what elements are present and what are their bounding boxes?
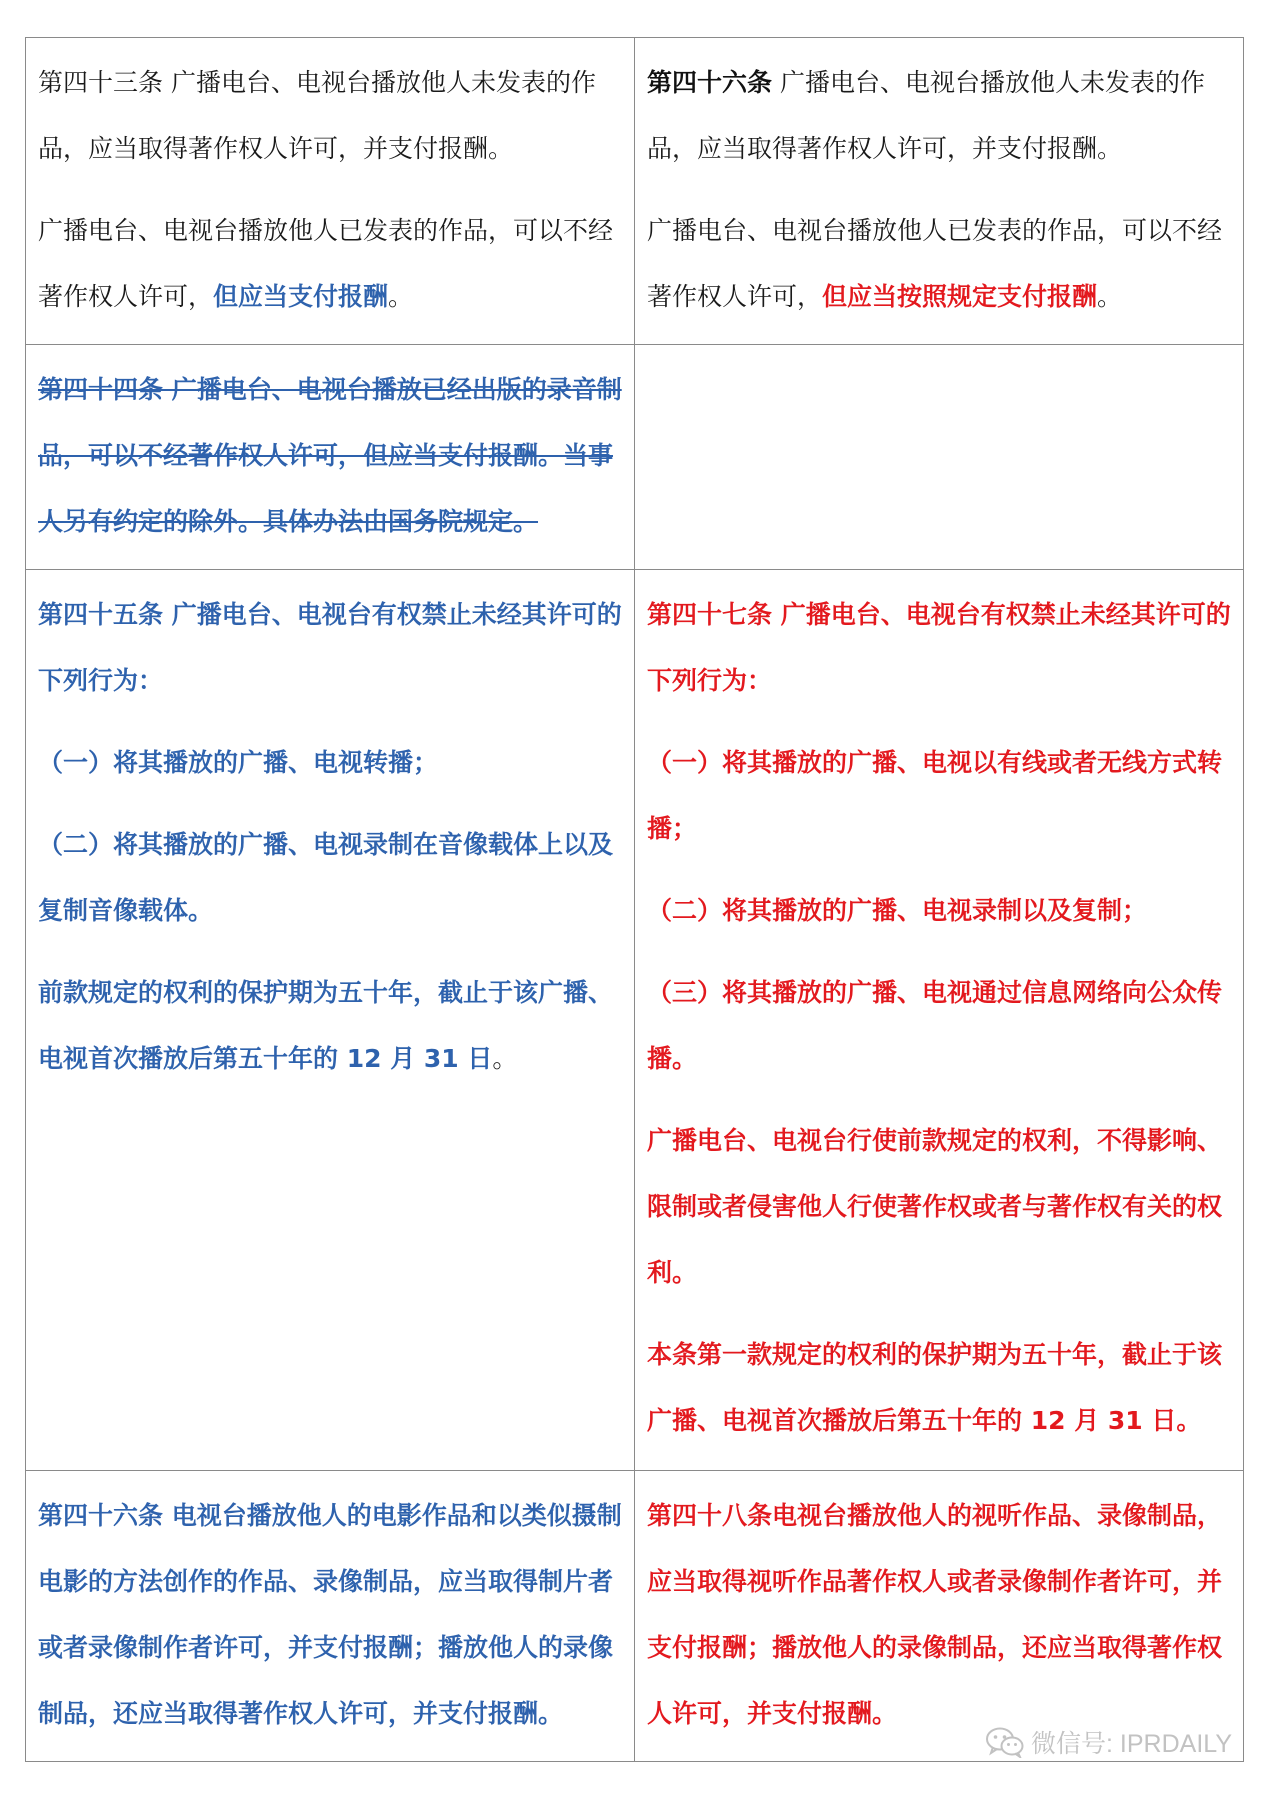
empty-cell [635,345,1244,570]
table-row [26,1471,1244,1762]
old-article-45-para-3: （二）将其播放的广播、电视录制在音像载体上以及复制音像载体。 [38,830,614,925]
new-article-47-para-2: （一）将其播放的广播、电视以有线或者无线方式转播； [647,748,1223,843]
old-article-45-para-2: （一）将其播放的广播、电视转播； [38,748,439,777]
watermark [985,1724,1232,1760]
old-article-43-para-2 [38,198,624,330]
old-article-43-cell [26,38,635,345]
old-article-45-para-4-text: 前款规定的权利的保护期为五十年，截止于该广播、电视首次播放后第五十年的 12 月 31 日 [38,978,614,1073]
table-row [26,38,1244,345]
new-article-47-para-1: 第四十七条 广播电台、电视台有权禁止未经其许可的下列行为： [647,600,1231,695]
new-article-47-cell [635,570,1244,1471]
new-article-46-para-2-text: 广播电台、电视台播放他人已发表的作品，可以不经著作权人许可， [647,216,1223,311]
new-article-48-cell [635,1471,1244,1762]
new-article-46-para-1 [647,50,1233,182]
table-row [26,570,1244,1471]
new-article-47-para-4: （三）将其播放的广播、电视通过信息网络向公众传播。 [647,978,1223,1073]
old-article-43-para-2-text: 广播电台、电视台播放他人已发表的作品，可以不经著作权人许可， [38,216,614,311]
wechat-icon [985,1726,1025,1758]
new-article-47-para-3: （二）将其播放的广播、电视录制以及复制； [647,896,1148,925]
old-article-44-cell [26,345,635,570]
old-article-43-para-2-end: 。 [388,282,414,311]
old-article-45-para-1: 第四十五条 广播电台、电视台有权禁止未经其许可的下列行为： [38,600,622,695]
table-row [26,345,1244,570]
comparison-table [25,37,1244,1762]
new-article-46-para-2 [647,198,1233,330]
new-article-46-heading: 第四十六条 [647,68,773,97]
old-article-45-para-4-end: 。 [492,1044,518,1073]
old-article-46-para-1: 第四十六条 电视台播放他人的电影作品和以类似摄制电影的方法创作的作品、录像制品，应当取得制片者或者录像制作者许可，并支付报酬；播放他人的录像制品，还应当取得著作权人许可，并支付报酬。 [38,1501,622,1728]
old-article-43-para-1: 第四十三条 广播电台、电视台播放他人未发表的作品，应当取得著作权人许可，并支付报酬。 [38,68,596,163]
new-article-46-cell [635,38,1244,345]
new-article-48-para-1: 第四十八条电视台播放他人的视听作品、录像制品，应当取得视听作品著作权人或者录像制作者许可，并支付报酬；播放他人的录像制品，还应当取得著作权人许可，并支付报酬。 [647,1501,1223,1728]
new-article-47-para-5: 广播电台、电视台行使前款规定的权利，不得影响、限制或者侵害他人行使著作权或者与著作权有关的权利。 [647,1126,1223,1287]
new-article-46-para-1-body: 广播电台、电视台播放他人未发表的作品，应当取得著作权人许可，并支付报酬。 [647,68,1205,163]
watermark-text: 微信号: IPRDAILY [1031,1730,1232,1758]
old-article-46-cell [26,1471,635,1762]
old-article-45-para-4 [38,960,624,1092]
new-article-46-emphasis: 但应当按照规定支付报酬 [822,282,1098,311]
old-article-43-emphasis: 但应当支付报酬 [213,282,389,311]
new-article-46-para-2-end: 。 [1097,282,1123,311]
old-article-45-cell [26,570,635,1471]
old-article-44-deleted-text: 第四十四条 广播电台、电视台播放已经出版的录音制品，可以不经著作权人许可，但应当支付报酬。当事人另有约定的除外。具体办法由国务院规定。 [38,375,622,536]
new-article-47-para-6: 本条第一款规定的权利的保护期为五十年，截止于该广播、电视首次播放后第五十年的 12 月 31 日。 [647,1340,1223,1435]
